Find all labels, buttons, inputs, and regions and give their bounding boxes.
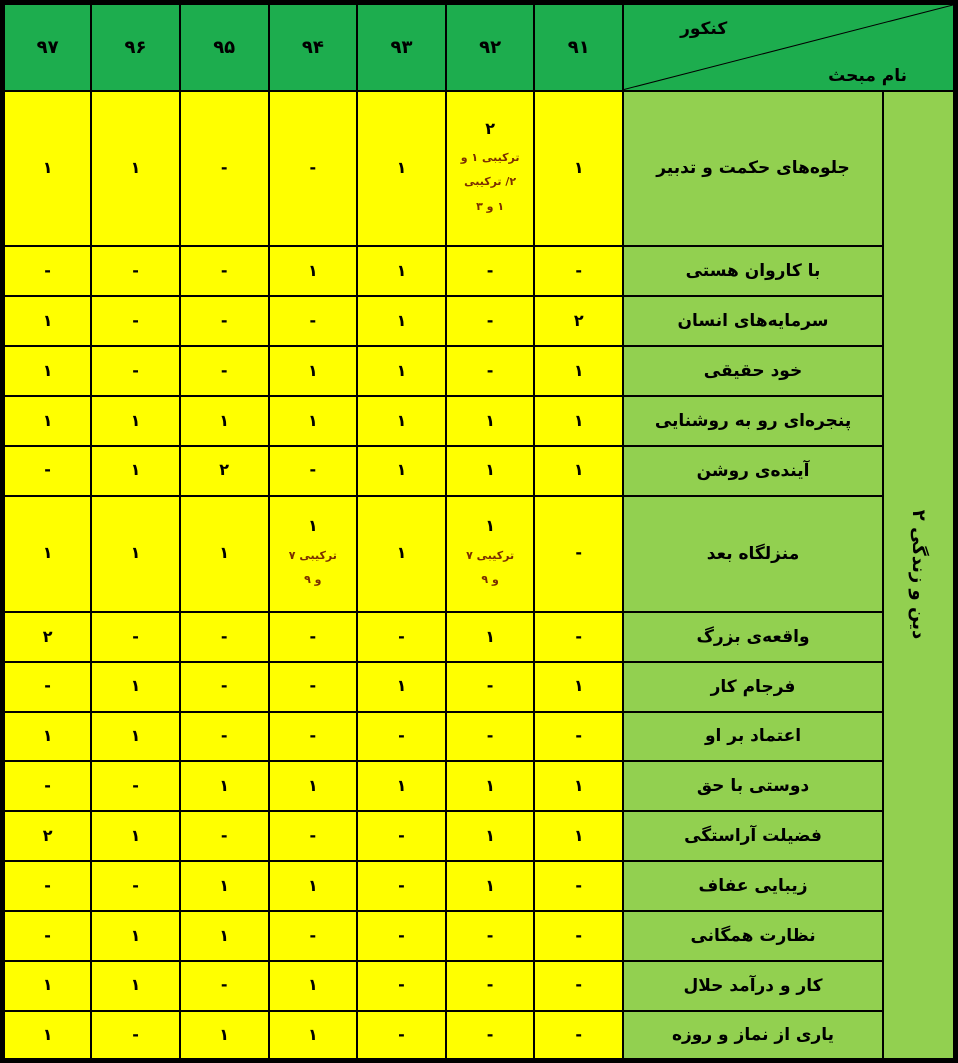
value-cell: ۱ [91, 961, 180, 1011]
topic-cell: یاری از نماز و روزه [623, 1011, 883, 1061]
value-cell: ۱ [180, 911, 269, 961]
value-cell: ۱ [91, 911, 180, 961]
value-cell: - [180, 712, 269, 762]
value-cell: ۱ [534, 396, 623, 446]
value-note-line: ۲/ ترکیبی [464, 175, 517, 189]
value-cell: ۱ [269, 1011, 358, 1061]
value-cell: - [357, 811, 446, 861]
value-cell: ۱ [357, 446, 446, 496]
value-cell: ۱ [180, 1011, 269, 1061]
value-cell: - [91, 761, 180, 811]
value-cell: ۱ [269, 761, 358, 811]
table-row [3, 396, 956, 446]
value-cell: - [269, 662, 358, 712]
topic-cell: زیبایی عفاف [623, 861, 883, 911]
table-row [3, 612, 956, 662]
table-row [3, 296, 956, 346]
value-cell: - [357, 861, 446, 911]
value-cell: - [91, 612, 180, 662]
value-cell: - [269, 446, 358, 496]
value-cell: ۲ [180, 446, 269, 496]
value-cell: ۱ [534, 346, 623, 396]
topic-cell: اعتماد بر او [623, 712, 883, 762]
topic-cell: فرجام کار [623, 662, 883, 712]
value-cell: - [269, 612, 358, 662]
value-cell: - [446, 712, 535, 762]
value-cell: ۱ [446, 396, 535, 446]
value-cell: ۲ [534, 296, 623, 346]
value-main: ۱ [307, 516, 318, 536]
value-cell: - [91, 346, 180, 396]
value-cell: ۲ [3, 811, 92, 861]
topic-cell: سرمایه‌های انسان [623, 296, 883, 346]
value-cell: - [534, 861, 623, 911]
value-cell: ۱ [534, 446, 623, 496]
value-cell: - [180, 662, 269, 712]
topic-cell: دوستی با حق [623, 761, 883, 811]
value-cell: ۱ [91, 396, 180, 446]
value-cell [269, 496, 358, 612]
value-cell: ۱ [357, 296, 446, 346]
value-cell: ۱ [269, 396, 358, 446]
value-cell: ۱ [180, 761, 269, 811]
value-cell: - [269, 712, 358, 762]
value-cell: - [269, 911, 358, 961]
year-header-cell: ۹۶ [91, 3, 180, 91]
value-cell: - [534, 712, 623, 762]
table-row [3, 1011, 956, 1061]
value-cell: ۱ [269, 861, 358, 911]
value-cell: - [446, 911, 535, 961]
header-row [3, 3, 956, 91]
value-cell: ۱ [91, 91, 180, 247]
year-header-cell: ۹۲ [446, 3, 535, 91]
value-cell: ۱ [446, 811, 535, 861]
value-cell: - [91, 296, 180, 346]
value-cell: ۱ [269, 246, 358, 296]
value-note-line: و ۹ [481, 572, 499, 586]
value-cell: ۱ [534, 761, 623, 811]
table-row [3, 861, 956, 911]
value-main: ۲ [485, 118, 495, 138]
value-cell: ۲ [3, 612, 92, 662]
table-row [3, 91, 956, 247]
table-row [3, 911, 956, 961]
value-cell: ۱ [534, 91, 623, 247]
value-cell: ۱ [446, 861, 535, 911]
topic-cell: جلوه‌های حکمت و تدبیر [623, 91, 883, 247]
corner-label-topic-name: نام مبحث [828, 65, 907, 86]
value-cell: - [446, 1011, 535, 1061]
book-title-vertical-label: دین و زندگی ۲ [907, 510, 929, 640]
value-cell: ۱ [3, 296, 92, 346]
value-cell: ۱ [3, 961, 92, 1011]
value-cell: ۱ [357, 496, 446, 612]
value-cell: ۱ [357, 396, 446, 446]
value-cell: ۱ [269, 961, 358, 1011]
value-cell: - [3, 861, 92, 911]
value-cell: - [91, 1011, 180, 1061]
value-cell: - [180, 612, 269, 662]
value-cell: - [357, 612, 446, 662]
value-cell: ۱ [3, 712, 92, 762]
value-cell: - [446, 961, 535, 1011]
value-cell [446, 496, 535, 612]
value-cell: - [3, 761, 92, 811]
value-cell: ۱ [91, 811, 180, 861]
value-cell: - [3, 246, 92, 296]
table-row [3, 496, 956, 612]
topic-cell: با کاروان هستی [623, 246, 883, 296]
value-cell: ۱ [180, 496, 269, 612]
year-header-cell: ۹۷ [3, 3, 92, 91]
value-cell: - [534, 246, 623, 296]
value-cell: - [446, 296, 535, 346]
value-cell: - [180, 246, 269, 296]
value-cell: ۱ [3, 91, 92, 247]
topic-cell: کار و درآمد حلال [623, 961, 883, 1011]
value-cell: ۱ [180, 396, 269, 446]
value-cell: - [534, 961, 623, 1011]
value-cell: - [269, 296, 358, 346]
value-note-line: ۱ و ۳ [476, 199, 505, 213]
topic-cell: واقعه‌ی بزرگ [623, 612, 883, 662]
value-cell: ۱ [269, 346, 358, 396]
value-cell: - [91, 246, 180, 296]
value-cell: ۱ [357, 246, 446, 296]
value-cell: ۱ [446, 446, 535, 496]
value-cell: - [3, 446, 92, 496]
topic-cell: نظارت همگانی [623, 911, 883, 961]
value-cell: - [3, 911, 92, 961]
value-cell: ۱ [534, 811, 623, 861]
topic-cell: فضیلت آراستگی [623, 811, 883, 861]
table-row [3, 346, 956, 396]
value-cell: ۱ [534, 662, 623, 712]
table-row [3, 811, 956, 861]
value-main: ۱ [485, 516, 495, 536]
value-cell: - [180, 961, 269, 1011]
topic-cell: آینده‌ی روشن [623, 446, 883, 496]
value-cell: - [180, 91, 269, 247]
value-cell: - [534, 911, 623, 961]
value-cell: - [180, 346, 269, 396]
value-cell: ۱ [3, 396, 92, 446]
table-row [3, 712, 956, 762]
year-header-cell: ۹۴ [269, 3, 358, 91]
value-cell: ۱ [357, 761, 446, 811]
value-cell: - [357, 911, 446, 961]
value-cell: ۱ [3, 346, 92, 396]
year-header-cell: ۹۱ [534, 3, 623, 91]
value-cell: - [534, 496, 623, 612]
value-cell: ۱ [357, 662, 446, 712]
value-cell: ۱ [446, 612, 535, 662]
value-cell: - [534, 1011, 623, 1061]
value-cell: ۱ [3, 496, 92, 612]
corner-cell [623, 3, 955, 91]
value-cell: ۱ [91, 446, 180, 496]
value-cell: - [357, 712, 446, 762]
value-cell: ۱ [3, 1011, 92, 1061]
topic-cell: خود حقیقی [623, 346, 883, 396]
value-cell: ۱ [357, 346, 446, 396]
value-cell: - [180, 296, 269, 346]
table-row [3, 761, 956, 811]
value-cell: ۱ [446, 761, 535, 811]
topic-cell: پنجره‌ای رو به روشنایی [623, 396, 883, 446]
value-cell: - [446, 346, 535, 396]
value-cell: ۱ [180, 861, 269, 911]
value-cell: ۱ [91, 662, 180, 712]
value-cell: - [180, 811, 269, 861]
value-cell [446, 91, 535, 247]
value-cell: - [446, 246, 535, 296]
corner-label-konkur: کنکور [680, 19, 728, 39]
value-cell: ۱ [91, 496, 180, 612]
table-row [3, 446, 956, 496]
value-cell: - [357, 961, 446, 1011]
year-header-cell: ۹۳ [357, 3, 446, 91]
value-cell: - [269, 91, 358, 247]
table-row [3, 662, 956, 712]
value-cell: - [91, 861, 180, 911]
year-header-cell: ۹۵ [180, 3, 269, 91]
table-row [3, 246, 956, 296]
value-note-line: ترکیبی ۷ [466, 548, 515, 562]
value-cell: - [357, 1011, 446, 1061]
value-cell: - [534, 612, 623, 662]
value-cell: ۱ [357, 91, 446, 247]
value-cell: - [3, 662, 92, 712]
topic-cell: منزلگاه بعد [623, 496, 883, 612]
value-note-line: و ۹ [304, 572, 322, 586]
value-cell: ۱ [91, 712, 180, 762]
table-row [3, 961, 956, 1011]
value-note-line: ترکیبی ۱ و [460, 151, 520, 165]
book-title-strip-cell [883, 91, 956, 1061]
value-note-line: ترکیبی ۷ [288, 548, 337, 562]
value-cell: - [269, 811, 358, 861]
value-cell: - [446, 662, 535, 712]
